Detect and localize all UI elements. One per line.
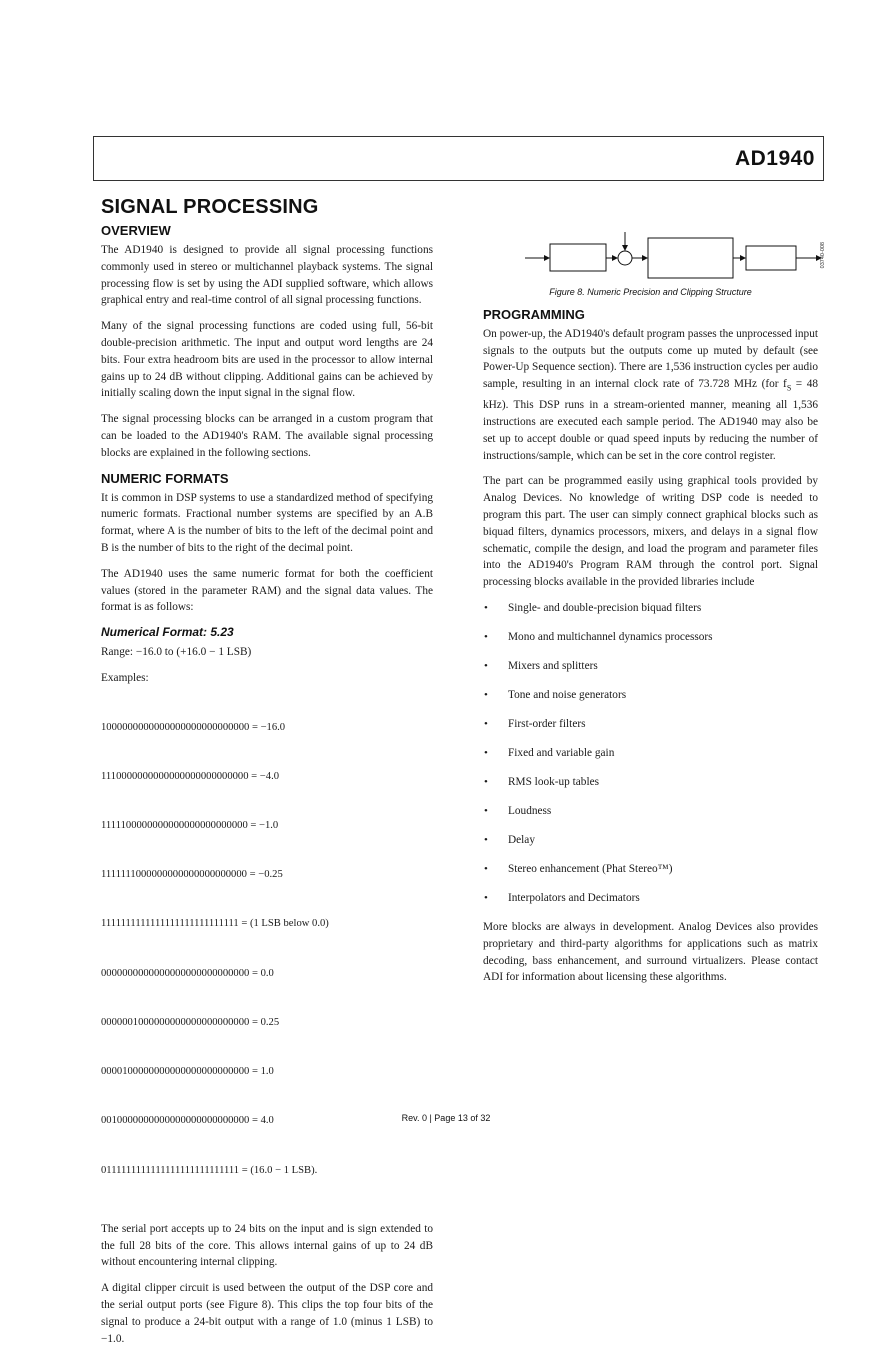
- examples-label: Examples:: [101, 671, 149, 684]
- list-item: • Mono and multichannel dynamics processors: [484, 631, 713, 643]
- signal-blocks-list: [483, 600, 818, 906]
- example-line: 0000100000000000000000000000 = 1.0: [101, 1066, 274, 1078]
- signal-flow-diagram: [525, 228, 825, 284]
- programming-heading: PROGRAMMING: [483, 306, 585, 322]
- list-item: • Stereo enhancement (Phat Stereo™): [484, 863, 673, 875]
- numerical-format-heading: Numerical Format: 5.23: [101, 625, 234, 640]
- programming-p1-b: = 48 kHz). This DSP runs in a stream-oriented manner, meaning all 1,536 instructions are executed each sample period. The AD1940 may also be set up to accept double or quad speed inputs by reducing the number of instructions/sample, which can be set in the core control register.: [483, 378, 818, 462]
- programming-paragraph-1: [483, 326, 818, 465]
- bullet-icon: •: [484, 718, 488, 730]
- overview-paragraph-1: The AD1940 is designed to provide all signal processing functions commonly used in stereo or multichannel playback systems. The signal processing flow is set by using the ADI supplied software, which allows graphical entry and real-time control of all signal processing functions.: [101, 244, 433, 307]
- list-item: • Delay: [484, 834, 535, 846]
- list-item: • Fixed and variable gain: [484, 747, 615, 759]
- overview-paragraph-3: The signal processing blocks can be arranged in a custom program that can be loaded to the AD1940's RAM. The available signal processing blocks are explained in the following sections.: [101, 413, 433, 459]
- programming-paragraph-2: The part can be programmed easily using graphical tools provided by Analog Devices. No knowledge of writing DSP code is needed to program this part. The user can simply connect graphical blocks such as biquad filters, dynamics processors, mixers, and delays in a signal flow schematic, compile the design, and load the program and parameter files into the AD1940's Program RAM through the control port. Signal processing blocks available in the provided libraries include: [483, 475, 818, 589]
- dsp-core-block: [648, 238, 733, 278]
- figure-caption: Figure 8. Numeric Precision and Clipping Structure: [549, 287, 752, 297]
- bullet-icon: •: [484, 631, 488, 643]
- range-text: Range: −16.0 to (+16.0 − 1 LSB): [101, 646, 252, 659]
- bullet-icon: •: [484, 805, 488, 817]
- overview-heading: OVERVIEW: [101, 223, 171, 238]
- list-item: • RMS look-up tables: [484, 776, 600, 788]
- fs-subscript: S: [786, 383, 792, 393]
- input-block: [550, 244, 606, 271]
- list-item: • Mixers and splitters: [484, 660, 598, 672]
- example-line: 0000000000000000000000000000 = 0.0: [101, 967, 274, 979]
- list-item: • Interpolators and Decimators: [484, 892, 640, 904]
- left-column: [101, 196, 433, 1356]
- bullet-icon: •: [484, 689, 488, 701]
- right-column: [483, 228, 826, 995]
- list-item: • First-order filters: [484, 718, 586, 730]
- examples-list: [101, 687, 433, 1212]
- clipper-block: [746, 246, 796, 270]
- example-line: 0111111111111111111111111111 = (16.0 − 1 LSB).: [101, 1164, 318, 1176]
- example-line: 0000001000000000000000000000 = 0.25: [101, 1016, 280, 1028]
- bullet-icon: •: [484, 892, 488, 904]
- numeric-formats-heading: NUMERIC FORMATS: [101, 470, 229, 486]
- bullet-icon: •: [484, 834, 488, 846]
- more-blocks-paragraph: More blocks are always in development. Analog Devices also provides proprietary and third-party algorithms for applications such as matrix decoding, bass enhancement, and surround virtualizers. Please contact ADI for information about licensing these algorithms.: [483, 921, 818, 984]
- page-footer: Rev. 0 | Page 13 of 32: [401, 1113, 491, 1123]
- bullet-icon: •: [484, 863, 488, 875]
- programming-p1-a: On power-up, the AD1940's default program passes the unprocessed input signals to the outputs but the outputs come up muted by default (see Power-Up Sequence section). There are 1,536 instruction cycles per audio sample, resulting in an internal clock rate of 73.728 MHz (for f: [483, 327, 818, 391]
- example-line: 1110000000000000000000000000 = −4.0: [101, 770, 280, 782]
- bullet-icon: •: [484, 660, 488, 672]
- numeric-paragraph-1: It is common in DSP systems to use a standardized method of specifying numeric formats. Fractional number systems are specified by an A.B format, where A is the number of bits to the left of the decimal point and B is the number of bits to the right of the decimal point.: [101, 491, 433, 554]
- bullet-icon: •: [484, 602, 488, 614]
- example-line: 1000000000000000000000000000 = −16.0: [101, 721, 286, 733]
- list-item: • Loudness: [484, 805, 552, 817]
- clipper-paragraph: A digital clipper circuit is used between the output of the DSP core and the serial output ports (see Figure 8). This clips the top four bits of the signal to produce a 24-bit output with a range of 1.0 (minus 1 LSB) to −1.0.: [101, 1282, 433, 1345]
- list-item: • Single- and double-precision biquad filters: [484, 602, 702, 614]
- bullet-icon: •: [484, 747, 488, 759]
- section-title: SIGNAL PROCESSING: [101, 196, 319, 218]
- figure-id: 03740-008: [820, 242, 826, 269]
- example-line: 1111111111111111111111111111 = (1 LSB below 0.0): [101, 918, 329, 930]
- numeric-paragraph-2: The AD1940 uses the same numeric format for both the coefficient values (stored in the parameter RAM) and the signal data values. The format is as follows:: [101, 567, 433, 614]
- serial-port-paragraph: The serial port accepts up to 24 bits on the input and is sign extended to the full 28 bits of the core. This allows internal gains of up to 24 dB without encountering internal clipping.: [101, 1222, 433, 1269]
- example-line: 0010000000000000000000000000 = 4.0: [101, 1115, 274, 1127]
- overview-paragraph-2: Many of the signal processing functions are coded using full, 56-bit double-precision arithmetic. The input and output word lengths are 24 bits. Four extra headroom bits are used in the processor to allow internal gains up to 24 dB without clipping. Additional gains can be achieved by initially scaling down the input signal in the signal flow.: [101, 320, 433, 400]
- example-line: 1111100000000000000000000000 = −1.0: [101, 819, 279, 831]
- summing-node: [618, 251, 632, 265]
- clipping-structure-figure: [525, 228, 825, 284]
- header-box: [93, 136, 824, 181]
- example-line: 1111111000000000000000000000 = −0.25: [101, 869, 283, 881]
- bullet-icon: •: [484, 776, 488, 788]
- list-item: • Tone and noise generators: [484, 689, 627, 701]
- part-number: AD1940: [734, 147, 815, 170]
